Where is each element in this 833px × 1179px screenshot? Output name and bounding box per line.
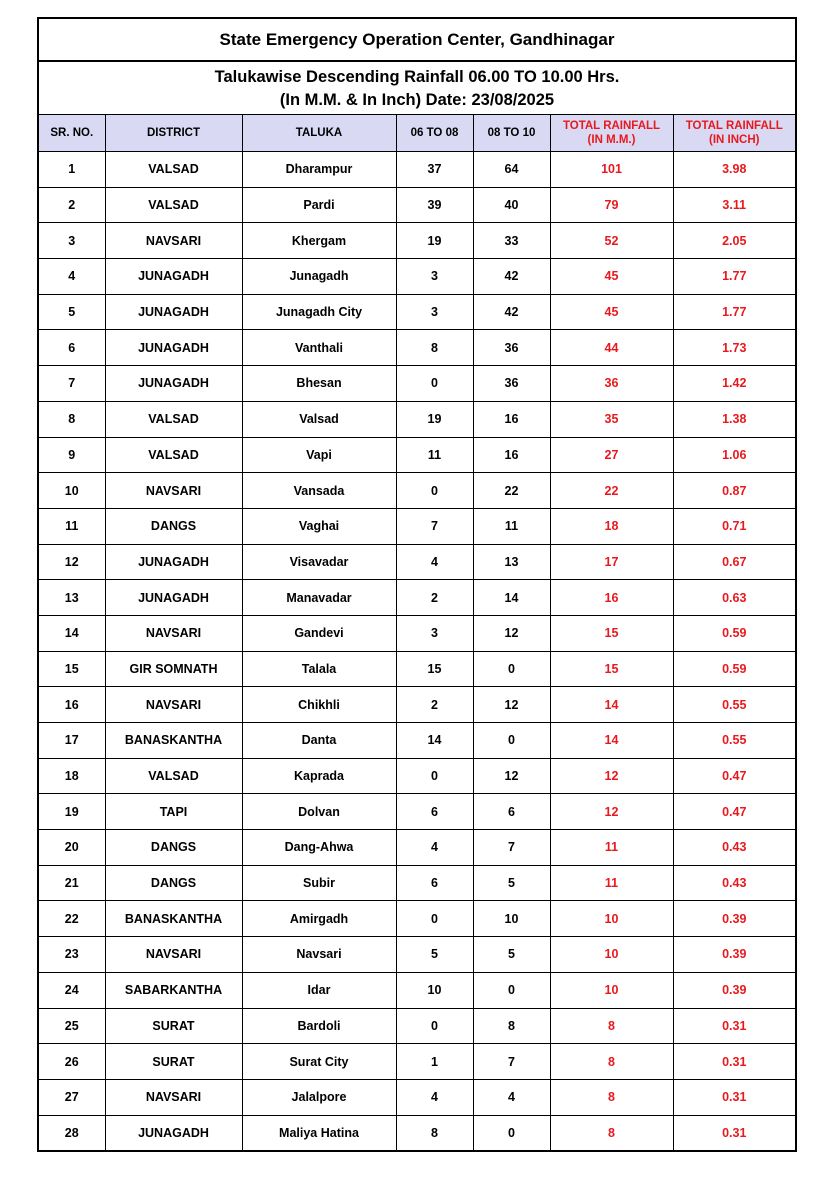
total-inch-cell: 0.31 [673, 1008, 795, 1044]
total-inch-cell: 2.05 [673, 223, 795, 259]
rain-08-10-cell: 12 [473, 687, 550, 723]
table-row [39, 366, 795, 402]
subtitle-line-1: Talukawise Descending Rainfall 06.00 TO 10.00 Hrs. [214, 68, 620, 86]
total-inch-cell: 0.71 [673, 508, 795, 544]
total-mm-cell: 44 [550, 330, 673, 366]
total-inch-cell: 3.11 [673, 187, 795, 223]
district-cell: JUNAGADH [105, 366, 242, 402]
sr-no-cell: 15 [39, 651, 105, 687]
taluka-cell: Idar [242, 972, 396, 1008]
total-inch-cell: 1.42 [673, 366, 795, 402]
table-row [39, 901, 795, 937]
total-mm-cell: 79 [550, 187, 673, 223]
district-cell: DANGS [105, 830, 242, 866]
district-cell: NAVSARI [105, 473, 242, 509]
sr-no-cell: 27 [39, 1079, 105, 1115]
rain-06-08-cell: 3 [396, 259, 473, 295]
sr-no-cell: 28 [39, 1115, 105, 1150]
rain-08-10-cell: 7 [473, 1044, 550, 1080]
total-inch-cell: 0.67 [673, 544, 795, 580]
rain-06-08-cell: 8 [396, 1115, 473, 1150]
rain-06-08-cell: 19 [396, 223, 473, 259]
total-mm-cell: 10 [550, 901, 673, 937]
taluka-cell: Junagadh City [242, 294, 396, 330]
sr-no-cell: 20 [39, 830, 105, 866]
col-header-08-to-10: 08 TO 10 [473, 115, 550, 152]
rain-08-10-cell: 14 [473, 580, 550, 616]
rain-06-08-cell: 14 [396, 723, 473, 759]
table-row [39, 544, 795, 580]
sr-no-cell: 7 [39, 366, 105, 402]
total-mm-cell: 16 [550, 580, 673, 616]
rain-08-10-cell: 0 [473, 723, 550, 759]
total-inch-cell: 0.55 [673, 687, 795, 723]
total-mm-cell: 22 [550, 473, 673, 509]
total-mm-cell: 36 [550, 366, 673, 402]
district-cell: JUNAGADH [105, 330, 242, 366]
table-row [39, 473, 795, 509]
total-inch-cell: 0.59 [673, 651, 795, 687]
rain-06-08-cell: 1 [396, 1044, 473, 1080]
total-inch-cell: 0.31 [673, 1079, 795, 1115]
district-cell: SABARKANTHA [105, 972, 242, 1008]
district-cell: VALSAD [105, 401, 242, 437]
sr-no-cell: 16 [39, 687, 105, 723]
sr-no-cell: 5 [39, 294, 105, 330]
sr-no-cell: 1 [39, 152, 105, 188]
rain-08-10-cell: 5 [473, 937, 550, 973]
rain-08-10-cell: 16 [473, 401, 550, 437]
rain-06-08-cell: 0 [396, 1008, 473, 1044]
district-cell: JUNAGADH [105, 1115, 242, 1150]
taluka-cell: Vapi [242, 437, 396, 473]
table-row [39, 437, 795, 473]
rain-06-08-cell: 3 [396, 294, 473, 330]
rain-06-08-cell: 8 [396, 330, 473, 366]
rain-06-08-cell: 0 [396, 473, 473, 509]
table-row [39, 865, 795, 901]
report-title: State Emergency Operation Center, Gandhinagar [39, 19, 795, 62]
rain-08-10-cell: 4 [473, 1079, 550, 1115]
total-inch-cell: 0.43 [673, 830, 795, 866]
total-inch-cell: 0.63 [673, 580, 795, 616]
sr-no-cell: 17 [39, 723, 105, 759]
table-row [39, 294, 795, 330]
district-cell: TAPI [105, 794, 242, 830]
total-mm-cell: 52 [550, 223, 673, 259]
table-row [39, 580, 795, 616]
rain-06-08-cell: 0 [396, 901, 473, 937]
total-inch-cell: 3.98 [673, 152, 795, 188]
district-cell: DANGS [105, 865, 242, 901]
table-row [39, 1044, 795, 1080]
col-header-total-mm-line2: (IN M.M.) [587, 134, 636, 146]
total-inch-cell: 1.06 [673, 437, 795, 473]
district-cell: JUNAGADH [105, 259, 242, 295]
sr-no-cell: 6 [39, 330, 105, 366]
taluka-cell: Pardi [242, 187, 396, 223]
taluka-cell: Vanthali [242, 330, 396, 366]
table-row [39, 187, 795, 223]
rain-08-10-cell: 6 [473, 794, 550, 830]
district-cell: VALSAD [105, 187, 242, 223]
table-row [39, 615, 795, 651]
total-inch-cell: 0.47 [673, 758, 795, 794]
table-row [39, 723, 795, 759]
table-row [39, 687, 795, 723]
rain-08-10-cell: 8 [473, 1008, 550, 1044]
table-row [39, 758, 795, 794]
table-row [39, 1115, 795, 1150]
sr-no-cell: 4 [39, 259, 105, 295]
total-mm-cell: 18 [550, 508, 673, 544]
total-mm-cell: 35 [550, 401, 673, 437]
rain-06-08-cell: 39 [396, 187, 473, 223]
sr-no-cell: 26 [39, 1044, 105, 1080]
sr-no-cell: 18 [39, 758, 105, 794]
table-row [39, 972, 795, 1008]
district-cell: JUNAGADH [105, 294, 242, 330]
total-mm-cell: 45 [550, 294, 673, 330]
total-inch-cell: 0.31 [673, 1115, 795, 1150]
total-mm-cell: 14 [550, 687, 673, 723]
col-header-total-mm [550, 115, 673, 152]
taluka-cell: Dang-Ahwa [242, 830, 396, 866]
table-row [39, 152, 795, 188]
rain-06-08-cell: 4 [396, 1079, 473, 1115]
total-inch-cell: 0.39 [673, 972, 795, 1008]
total-mm-cell: 10 [550, 937, 673, 973]
taluka-cell: Valsad [242, 401, 396, 437]
rainfall-table [39, 114, 795, 1150]
table-row [39, 937, 795, 973]
taluka-cell: Vansada [242, 473, 396, 509]
taluka-cell: Vaghai [242, 508, 396, 544]
taluka-cell: Maliya Hatina [242, 1115, 396, 1150]
taluka-cell: Navsari [242, 937, 396, 973]
total-mm-cell: 101 [550, 152, 673, 188]
sr-no-cell: 9 [39, 437, 105, 473]
rain-08-10-cell: 33 [473, 223, 550, 259]
total-mm-cell: 15 [550, 651, 673, 687]
rain-06-08-cell: 0 [396, 758, 473, 794]
total-inch-cell: 0.39 [673, 937, 795, 973]
table-row [39, 1079, 795, 1115]
rain-06-08-cell: 3 [396, 615, 473, 651]
total-mm-cell: 11 [550, 830, 673, 866]
taluka-cell: Junagadh [242, 259, 396, 295]
table-row [39, 1008, 795, 1044]
taluka-cell: Jalalpore [242, 1079, 396, 1115]
rain-08-10-cell: 12 [473, 615, 550, 651]
rain-06-08-cell: 6 [396, 794, 473, 830]
sr-no-cell: 8 [39, 401, 105, 437]
rain-08-10-cell: 42 [473, 294, 550, 330]
subtitle-line-2: (In M.M. & In Inch) Date: 23/08/2025 [279, 91, 555, 109]
rain-08-10-cell: 7 [473, 830, 550, 866]
district-cell: NAVSARI [105, 1079, 242, 1115]
sr-no-cell: 13 [39, 580, 105, 616]
rain-06-08-cell: 2 [396, 687, 473, 723]
sr-no-cell: 3 [39, 223, 105, 259]
total-inch-cell: 0.39 [673, 901, 795, 937]
rain-08-10-cell: 0 [473, 1115, 550, 1150]
district-cell: NAVSARI [105, 223, 242, 259]
total-inch-cell: 0.55 [673, 723, 795, 759]
rain-08-10-cell: 5 [473, 865, 550, 901]
total-inch-cell: 1.73 [673, 330, 795, 366]
table-row [39, 330, 795, 366]
total-inch-cell: 0.47 [673, 794, 795, 830]
district-cell: JUNAGADH [105, 544, 242, 580]
table-row [39, 259, 795, 295]
taluka-cell: Talala [242, 651, 396, 687]
district-cell: GIR SOMNATH [105, 651, 242, 687]
total-mm-cell: 15 [550, 615, 673, 651]
rain-08-10-cell: 10 [473, 901, 550, 937]
rain-08-10-cell: 13 [473, 544, 550, 580]
total-inch-cell: 1.77 [673, 294, 795, 330]
taluka-cell: Dharampur [242, 152, 396, 188]
rainfall-report [37, 17, 797, 1152]
rain-06-08-cell: 15 [396, 651, 473, 687]
taluka-cell: Amirgadh [242, 901, 396, 937]
rain-06-08-cell: 2 [396, 580, 473, 616]
rain-06-08-cell: 37 [396, 152, 473, 188]
taluka-cell: Visavadar [242, 544, 396, 580]
rain-06-08-cell: 7 [396, 508, 473, 544]
rain-08-10-cell: 40 [473, 187, 550, 223]
table-row [39, 651, 795, 687]
col-header-06-to-08: 06 TO 08 [396, 115, 473, 152]
rain-06-08-cell: 6 [396, 865, 473, 901]
rain-08-10-cell: 11 [473, 508, 550, 544]
rain-08-10-cell: 36 [473, 366, 550, 402]
rain-08-10-cell: 0 [473, 651, 550, 687]
taluka-cell: Bardoli [242, 1008, 396, 1044]
col-header-total-inch [673, 115, 795, 152]
total-mm-cell: 12 [550, 758, 673, 794]
sr-no-cell: 12 [39, 544, 105, 580]
district-cell: VALSAD [105, 437, 242, 473]
table-row [39, 794, 795, 830]
district-cell: NAVSARI [105, 937, 242, 973]
total-inch-cell: 0.59 [673, 615, 795, 651]
col-header-total-mm-line1: TOTAL RAINFALL [562, 120, 661, 132]
table-row [39, 508, 795, 544]
total-mm-cell: 14 [550, 723, 673, 759]
rain-08-10-cell: 16 [473, 437, 550, 473]
rain-06-08-cell: 11 [396, 437, 473, 473]
rain-08-10-cell: 36 [473, 330, 550, 366]
rain-08-10-cell: 0 [473, 972, 550, 1008]
sr-no-cell: 2 [39, 187, 105, 223]
taluka-cell: Surat City [242, 1044, 396, 1080]
rain-08-10-cell: 12 [473, 758, 550, 794]
total-mm-cell: 8 [550, 1079, 673, 1115]
rain-06-08-cell: 5 [396, 937, 473, 973]
district-cell: SURAT [105, 1044, 242, 1080]
district-cell: NAVSARI [105, 615, 242, 651]
col-header-taluka: TALUKA [242, 115, 396, 152]
district-cell: VALSAD [105, 758, 242, 794]
total-mm-cell: 45 [550, 259, 673, 295]
table-row [39, 223, 795, 259]
total-mm-cell: 12 [550, 794, 673, 830]
taluka-cell: Dolvan [242, 794, 396, 830]
taluka-cell: Danta [242, 723, 396, 759]
total-inch-cell: 1.38 [673, 401, 795, 437]
total-mm-cell: 17 [550, 544, 673, 580]
sr-no-cell: 24 [39, 972, 105, 1008]
rain-08-10-cell: 64 [473, 152, 550, 188]
rain-06-08-cell: 4 [396, 830, 473, 866]
total-inch-cell: 0.31 [673, 1044, 795, 1080]
report-subtitle [39, 62, 795, 114]
total-inch-cell: 0.43 [673, 865, 795, 901]
sr-no-cell: 11 [39, 508, 105, 544]
rain-06-08-cell: 19 [396, 401, 473, 437]
taluka-cell: Kaprada [242, 758, 396, 794]
rain-06-08-cell: 0 [396, 366, 473, 402]
total-mm-cell: 8 [550, 1115, 673, 1150]
taluka-cell: Gandevi [242, 615, 396, 651]
col-header-total-inch-line2: (IN INCH) [709, 134, 760, 146]
table-header-row [39, 115, 795, 152]
total-inch-cell: 1.77 [673, 259, 795, 295]
total-mm-cell: 11 [550, 865, 673, 901]
district-cell: BANASKANTHA [105, 723, 242, 759]
district-cell: JUNAGADH [105, 580, 242, 616]
district-cell: SURAT [105, 1008, 242, 1044]
taluka-cell: Manavadar [242, 580, 396, 616]
district-cell: DANGS [105, 508, 242, 544]
col-header-sr-no: SR. NO. [39, 115, 105, 152]
taluka-cell: Bhesan [242, 366, 396, 402]
taluka-cell: Subir [242, 865, 396, 901]
district-cell: VALSAD [105, 152, 242, 188]
sr-no-cell: 25 [39, 1008, 105, 1044]
total-mm-cell: 27 [550, 437, 673, 473]
sr-no-cell: 23 [39, 937, 105, 973]
table-row [39, 830, 795, 866]
taluka-cell: Chikhli [242, 687, 396, 723]
total-inch-cell: 0.87 [673, 473, 795, 509]
total-mm-cell: 8 [550, 1008, 673, 1044]
sr-no-cell: 10 [39, 473, 105, 509]
rain-08-10-cell: 42 [473, 259, 550, 295]
sr-no-cell: 14 [39, 615, 105, 651]
table-body [39, 152, 795, 1151]
total-mm-cell: 10 [550, 972, 673, 1008]
total-mm-cell: 8 [550, 1044, 673, 1080]
district-cell: NAVSARI [105, 687, 242, 723]
col-header-total-inch-line1: TOTAL RAINFALL [685, 120, 783, 132]
sr-no-cell: 21 [39, 865, 105, 901]
sr-no-cell: 19 [39, 794, 105, 830]
sr-no-cell: 22 [39, 901, 105, 937]
table-row [39, 401, 795, 437]
district-cell: BANASKANTHA [105, 901, 242, 937]
rain-06-08-cell: 4 [396, 544, 473, 580]
taluka-cell: Khergam [242, 223, 396, 259]
col-header-district: DISTRICT [105, 115, 242, 152]
rain-08-10-cell: 22 [473, 473, 550, 509]
rain-06-08-cell: 10 [396, 972, 473, 1008]
